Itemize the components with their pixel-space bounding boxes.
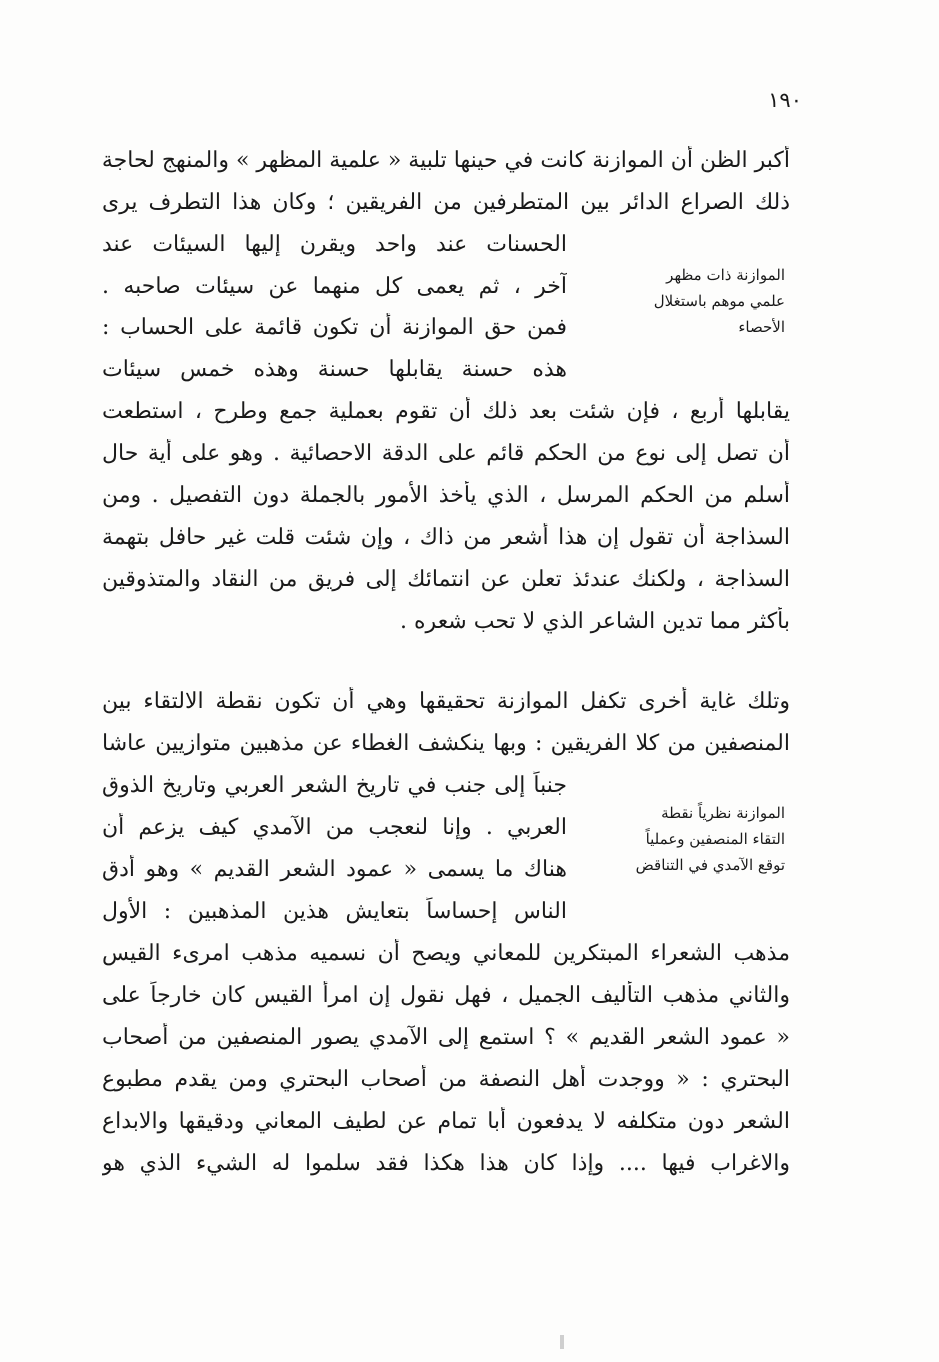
text-line: والاغراب فيها .... وإذا كان هذا هكذا فقد سلموا له الشيء الذي هو (102, 1151, 790, 1176)
margin-note-line: الموازنة نظرياً نقطة (661, 804, 785, 822)
text-line: الحسنات عند واحد ويقرن إليها السيئات عند (102, 232, 567, 257)
text-line: هذه حسنة يقابلها حسنة وهذه خمس سيئات (102, 357, 567, 382)
margin-note-line: علمي موهم باستغلال (653, 292, 785, 310)
text-line: هناك ما يسمى « عمود الشعر القديم » وهو أدق (102, 857, 567, 882)
text-line: فمن حق الموازنة أن تكون قائمة على الحساب : (102, 315, 567, 340)
text-line: آخر ، ثم يعمى كل منهما عن سيئات صاحبه . (102, 274, 567, 299)
text-line: جنباً إلى جنب في تاريخ الشعر العربي وتاريخ الذوق (102, 773, 567, 798)
text-line: ذلك الصراع الدائر بين المتطرفين من الفريقين ؛ وكان هذا التطرف يرى (102, 190, 790, 215)
margin-note (590, 800, 785, 878)
text-line: والثاني مذهب التأليف الجميل ، فهل نقول إن امرأ القيس كان خارجاً على (102, 983, 790, 1008)
text-line: أكبر الظن أن الموازنة كانت في حينها تلبية « علمية المظهر » والمنهج لحاجة (102, 148, 790, 173)
text-line: العربي . وإنا لنعجب من الآمدي كيف يزعم أن (102, 815, 567, 840)
text-line: مذهب الشعراء المبتكرين للمعاني ويصح أن نسميه مذهب امرىء القيس (102, 941, 790, 966)
margin-note-line: توقع الآمدي في التناقض (635, 856, 785, 874)
margin-note-line: الأحصاء (738, 318, 785, 336)
text-line: البحتري : « ووجدت أهل النصفة من أصحاب البحتري ومن يقدم مطبوع (102, 1067, 790, 1092)
text-line: « عمود الشعر القديم » ؟ استمع إلى الآمدي يصور المنصفين من أصحاب (102, 1025, 790, 1050)
text-line: أسلم من الحكم المرسل ، الذي يأخذ الأمور بالجملة دون التفصيل . ومن (102, 483, 790, 508)
text-line: الشعر دون متكلفه لا يدفعون أبا تمام عن لطيف المعاني ودقيقها والابداع (102, 1109, 790, 1134)
margin-note-line: التقاء المنصفين وعملياً (645, 830, 785, 848)
text-line: السذاجة أن تقول إن هذا أشعر من ذاك ، وإن شئت قلت غير حافل بتهمة (102, 525, 790, 550)
text-line: أن تصل إلى نوع من الحكم قائم على الدقة الاحصائية . وهو على أية حال (102, 441, 790, 466)
text-line: يقابلها أربع ، فإن شئت بعد ذلك أن تقوم بعملية جمع وطرح ، استطعت (102, 399, 790, 424)
page-number: ١٩٠ (768, 88, 802, 112)
text-line: وتلك غاية أخرى تكفل الموازنة تحقيقها وهي أن تكون نقطة الالتقاء بين (102, 689, 790, 714)
text-line: الناس إحساساً بتعايش هذين المذهبين : الأول (102, 899, 567, 924)
margin-note (590, 262, 785, 340)
text-line: السذاجة ، ولكنك عندئذ تعلن عن انتمائك إلى فريق من النقاد والمتذوقين (102, 567, 790, 592)
text-line: بأكثر مما تدين الشاعر الذي لا تحب شعره . (400, 609, 790, 634)
margin-note-line: الموازنة ذات مظهر (666, 266, 785, 284)
scan-mark (560, 1335, 564, 1349)
text-line: المنصفين من كلا الفريقين : وبها ينكشف الغطاء عن مذهبين متوازيين عاشا (102, 731, 790, 756)
